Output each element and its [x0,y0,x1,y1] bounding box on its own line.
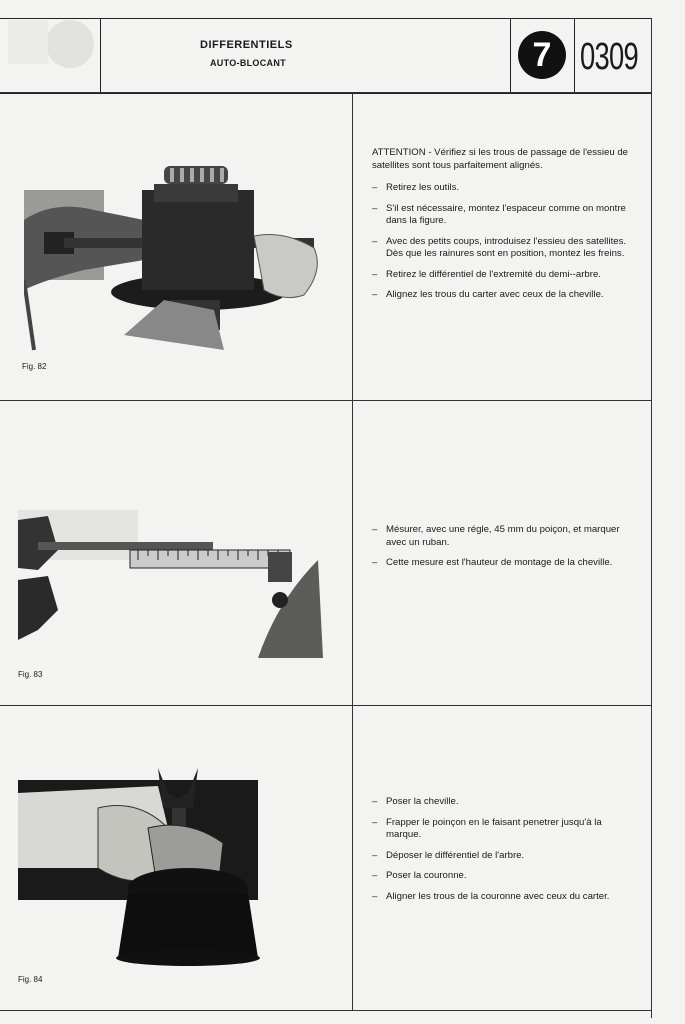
figure-83-label: Fig. 83 [18,670,43,679]
header-title: DIFFERENTIELS [200,39,293,51]
section-2-text [372,524,634,578]
section-number-badge: 7 [518,31,566,79]
figure-83-photo [18,490,323,658]
list-item: – Mésurer, avec une régle, 45 mm du poiçon, et marquer avec un ruban. [372,524,620,548]
attention-note: ATTENTION - Vérifiez si les trous de passage de l'essieu de satellites sont tous parfaitement alignés. [372,147,628,171]
header-subtitle: AUTO-BLOCANT [210,58,286,68]
figure-82-label: Fig. 82 [22,362,47,371]
list-item: – Alignez les trous du carter avec ceux de la cheville. [372,289,604,300]
row-divider [0,705,652,706]
column-divider [352,92,353,1010]
header-divider [574,19,575,93]
bleed-through-mark [0,0,100,92]
header-divider [100,19,101,93]
list-item: – Déposer le différentiel de l'arbre. [372,849,525,861]
figure-82-photo [24,160,334,355]
figure-84-label: Fig. 84 [18,975,43,984]
figure-84-photo [18,768,263,968]
list-item: – S'il est nécessaire, montez l'espaceur comme on montre dans la figure. [372,202,626,226]
section-3-text [372,796,634,911]
list-item: – Poser la cheville. [372,796,459,807]
row-divider [0,400,652,401]
list-item: – Cette mesure est l'hauteur de montage de la cheville. [372,557,613,568]
row-divider [0,92,652,93]
section-1-text [372,147,634,310]
page-code: 0309 [580,36,638,78]
page-frame-right [651,18,652,1018]
list-item: – Avec des petits coups, introduisez l'essieu des satellites. Dès que les rainures sont en position, montez les freins. [372,235,627,259]
row-divider [0,1010,652,1011]
header-divider [510,19,511,93]
list-item: – Retirez le différentiel de l'extremité du demi--arbre. [372,268,601,280]
list-item: – Poser la couronne. [372,870,467,881]
list-item: – Retirez les outils. [372,182,460,193]
list-item: – Aligner les trous de la couronne avec ceux du carter. [372,890,610,902]
list-item: – Frapper le poinçon en le faisant penetrer jusqu'à la marque. [372,816,602,840]
